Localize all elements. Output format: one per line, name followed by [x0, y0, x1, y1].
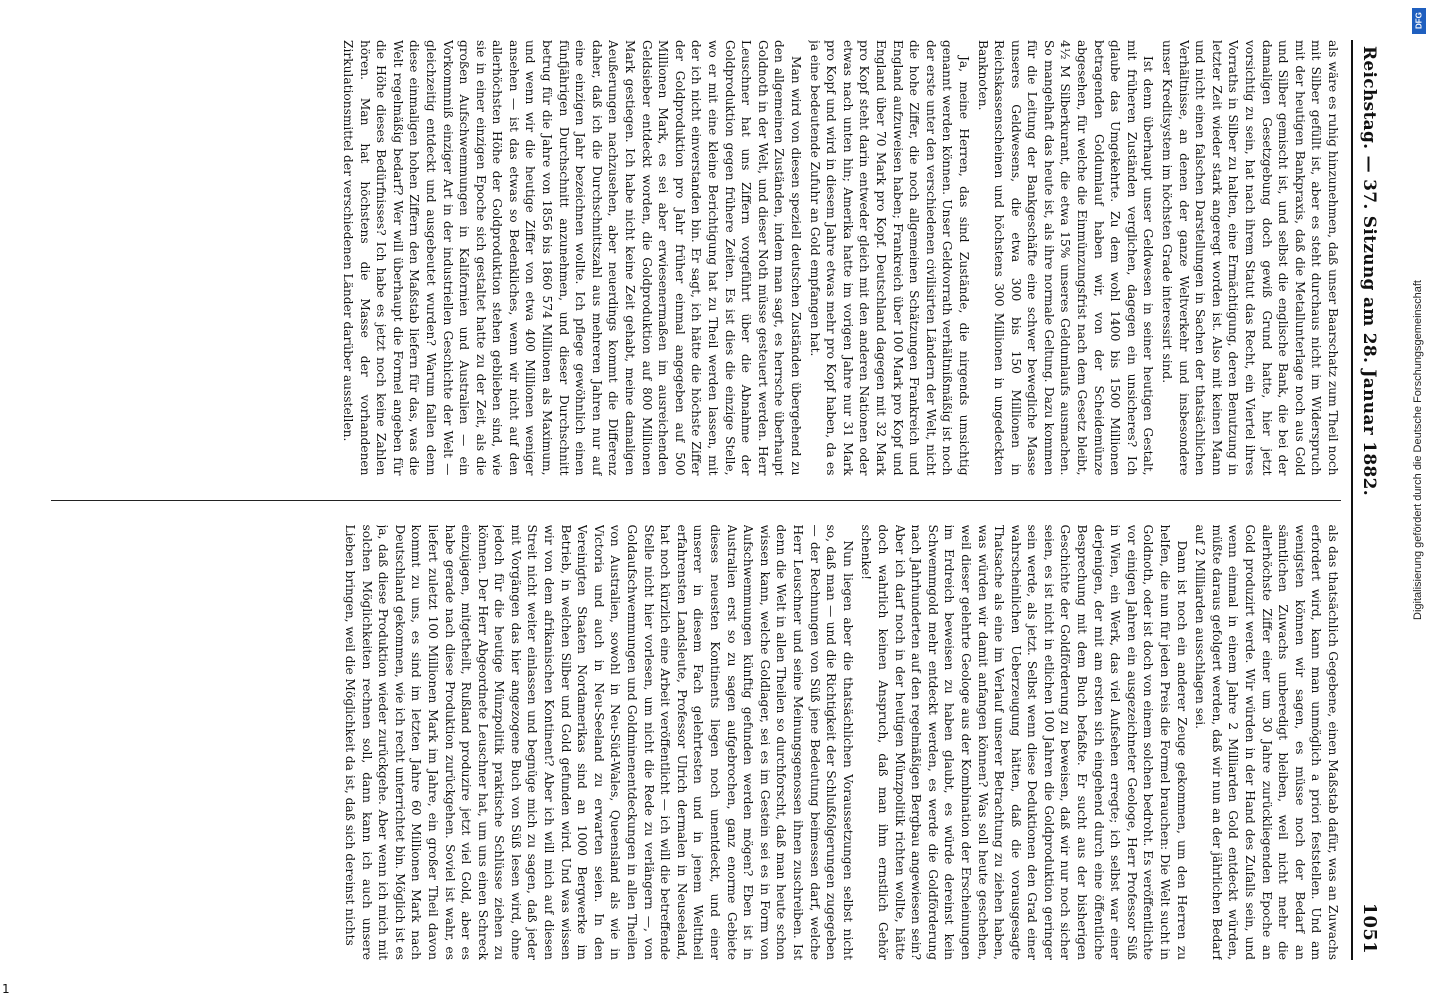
running-head — [1351, 40, 1384, 960]
digitization-notice-text: Digitalisierung gefördert durch die Deutsche Forschungsgemeinschaft — [1412, 280, 1424, 620]
paragraph: Man wird von diesen speziell deutschen Zuständen übergehend zu den allgemeinen Zuständen, indem man sagt, es herrsche überhaupt Goldnoth in der Welt, und dieser Noth müsse gesteuert werden. Herr Leuschner hat uns Ziffern vorgeführt über die Abnahme der Goldproduktion gegen frühere Zeiten. Es ist dies die einzige Stelle, wo er mit eine kleine Berichtigung hat zu Theil werden lassen, mit der ich nicht einverstanden bin. Er sagt, ich hätte die höchste Ziffer der Goldproduktion pro Jahr früher einmal angegeben auf 500 Millionen Mark, es sei aber erwiesenermaßen im ausreichenden Geldsieber entdeckt worden, die Goldproduktion auf 800 Millionen Mark gestiegen. Ich habe nicht keine Zeit gehabt, meine damaligen Aeußerungen nachzusehen, aber neuerdings kommt die Differenz daher, daß ich die Durchschnittszahl aus mehreren Jahren nur auf eine einzigen Jahr bezeichnen wollte. Ich pflege gewöhnlich einen fünfjährigen Durchschnitt anzunehmen, und dieser Durchschnitt betrug für die Jahre von 1856 bis 1860 574 Millionen als Maximum, und wenn wir die heutige Ziffer von etwa 400 Millionen weniger ansehen — ist das etwas so Bedenkliches, wenn wir nicht auf den allerhöchsten Höhe der Goldproduktion stehen geblieben sind, wie sie in einer einzigen Epoche sich gestaltet hatte zu der Zeit, als die großen Aufschwemmungen in Kalifornien und Australien — ein Vorkommniß einziger Art in der industriellen Geschichte der Welt — gleichzeitig entdeckt und ausgebeutet wurden? Warum fallen denn diese einmaligen hohen Ziffern den Maßstab liefern für das, was die Welt regelmäßig bedarf? Wer will überhaupt die Formel angeben für die Höhe dieses Bedürfnisses? Ich habe es jetzt noch keine Zahlen hören. Man hat höchstens die Masse der vorhandenen Zirkulationsmittel der verschiedenen Länder darüber ausstellen. — [340, 40, 803, 476]
paragraph: Ja, meine Herren, das sind Zustände, die nirgends umsichtig genannt werden können. Unser Geldvorrath verhältnißmäßig ist noch der erste unter den verschiedenen civilisirten Ländern der Welt, nicht die hohe Ziffer, die noch allgemeinen Schätzungen Frankreich und England aufzuweisen haben; Frankreich über 100 Mark pro Kopf und England über 70 Mark pro Kopf. Deutschland dagegen mit 32 Mark pro Kopf steht darin entweder gleich mit den anderen Nationen oder etwas nach unten hin; Amerika hatte im vorigen Jahre nur 31 Mark pro Kopf und wird in diesem Jahre etwas mehr pro Kopf haben, da es ja eine bedeutende Zufuhr an Gold empfangen hat. — [807, 40, 971, 476]
edge-mark: 1 — [2, 982, 10, 996]
column-left — [51, 40, 1341, 476]
column-right — [51, 525, 1341, 961]
dfg-logo-badge: DFG — [1412, 8, 1426, 34]
scanned-page — [26, 0, 1406, 1000]
paragraph: als das thatsächlich Gegebene, einen Maßstab dafür, was an Zuwachs erfordert wird, kann man unmöglich a priori feststellen. Und am wenigsten können wir sagen, es müsse noch der Bedarf an sämtlichen Zuwachs unberedigt bleiben, weil nicht mehr die allerhöchste Ziffer einer um 30 Jahre zurückliegenden Epoche an Gold produzirt werde. Wir würden in der Hand des Zufalls sein, und wenn einmal in einem Jahre 2 Milliarden Gold entdeckt würden, müßte daraus gefolgert werden, daß wir nun an der jährlichen Bedarf auf 2 Milliarden ausschlagen sei. — [1193, 524, 1340, 960]
page-number: 1051 — [1359, 902, 1380, 954]
digitization-notice — [1408, 10, 1428, 890]
paragraph: als wäre es ruhig hinzunehmen, daß unser Baarschatz zum Theil noch mit Silber gefüllt ist, aber es steht durchaus nicht im Widerspruch mit der heutigen Bankpraxis, daß die Metallunterlage noch aus Gold und Silber gemischt ist, und selbst die englische Bank, die bei der damaligen Gesetzgebung doch gewiß Grund hatte, hier jetzt vorsichtig zu sein, hat nach ihrem Statut das Recht, ein Viertel ihres Vorraths in Silber zu halten, eine Ermächtigung, deren Benutzung in letzter Zeit wieder stark angeregt worden ist. Also mit keinen Mann und nicht einen falschen Darstellungen in Sachen der thatsächlichen Verhältnisse, an denen der ganze Weltverkehr und insbesondere unser Kreditsystem im höchsten Grade interessirt sind. — [1160, 40, 1340, 476]
paragraph: Dann ist noch ein anderer Zeuge gekommen, um den Herren zu helfen, die nun für jeden Preis die Formel brauchen: Die Welt sucht in Goldnoth, oder ist doch von einem solchen bedroht. Es veröffentlichte vor einigen Jahren ein ausgezeichneter Geologe, Herr Professor Süß in Wien, ein Werk, das viel Aufsehen erregte; ich selbst war einer derjenigen, der mit am ersten sich eingehend durch eine öffentliche Besprechung mit dem Buch befaßte. Er sucht aus der bisherigen Geschichte der Goldförderung zu beweisen, daß wir nur noch sicher seien, es ist nicht in etlichen 100 Jahren die Goldproduktion geringer sein werde, als jetzt. Selbst wenn diese Deduktionen den Grad einer wahrscheinlichen Ueberzeugung hätten, daß die vorausgesagte Thatsache als eine im Verlauf unserer Betrachtung zu ziehen haben, was würden wir damit anfangen können? Was soll heute geschehen, weil dieser gelehrte Geologe aus der Kombination der Erscheinungen im Erdreich beweisen zu haben glaubt, es würde dereinst kein Schwemmgold mehr entdeckt werden, es werde die Goldförderung nach Jahrhunderten auf den regelmäßigen Bergbau angewiesen sein? Aber ich darf noch in der heutigen Münzpolitik richten wollte, hätte doch wahrlich keinen Anspruch, daß man ihm ernstlich Gehör schenke! — [859, 524, 1189, 960]
header-title: Reichstag. — 37. Sitzung am 28. Januar 1882. — [1359, 46, 1379, 496]
column-divider — [51, 500, 1341, 501]
paragraph: Ist denn überhaupt unser Geldwesen in seiner heutigen Gestalt, mit früheren Zuständen verglichen, dagegen ein unsicheres? Ich glaube das Umgekehrte. Zu dem wohl 1400 bis 1500 Millionen betragenden Goldumlauf haben wir, von der Scheidemünze abgesehen, für welche die Einmünzungsfrist nach dem Gesetz bleibt, 4½ M Silberkurant, die etwa 15% unseres Geldumlaufs ausmachen. So mangelhaft das heute ist, als ihre normale Geltung. Dazu kommen für die Leitung der Bankgeschäfte eine schwer bewegliche Masse unseres Geldwesens, die etwa 300 bis 150 Millionen in Reichskassenscheinen und höchstens 300 Millionen in ungedeckten Banknoten. — [975, 40, 1156, 476]
paragraph: Nun liegen aber die thatsächlichen Voraussetzungen selbst nicht so, daß man — und die Richtigkeit der Schlußfolgerungen zugegeben — der Rechnungen von Süß jene Bedeutung beimessen darf, welche Herr Leuschner und seine Meinungsgenossen ihnen zuschreiben. Ist denn die Welt in allen Theilen so durchforscht, daß man heute schon wissen kann, welche Goldlager, sei es im Gestein sei es in Form von Aufschwemmungen künftig gefunden werden mögen? Eben ist in Australien erst so zu sagen aufgebrochen, ganz enorme Gebiete dieses neuesten Kontinents liegen noch unentdeckt, und einer unserer in diesem Fach gelehrtesten und in jenem Welttheil erfahrensten Landsleute, Professor Ulrich dermalen in Neuseeland, hat noch kürzlich eine Arbeit veröffentlicht — ich will die betreffende Stelle nicht hier vorlesen, um nicht die Rede zu verlängern —, von Goldaufschwemmungen und Goldminenentdeckungen in allen Theilen von Australien, sowohl in Neu-Süd-Wales, Queensland als wie in Victoria und auch in Neu-Seeland zu erwarten seien. In den Vereinigten Staaten Nordamerikas sind an 1000 Bergwerke im Betrieb, in welchen Silber und Gold gefunden wird. Und was wissen wir von dem afrikanischen Kontinent? Aber ich will mich auf diesen Streit nicht weiter einlassen und begnüge mich zu sagen, daß jeder mit Vorgängen das hier angezogene Buch von Süß lesen wird, ohne jedoch für die heutige Münzpolitik praktische Schlüsse ziehen zu können. Der Herr Abgeordnete Leuschner hat, um uns einen Schreck einzujagen, mitgetheilt, Rußland produzire jetzt viel Gold, aber es habe gerade nach diese Produktion zurückgehen. Soviel ist wahr, es liefert zuletzt 100 Millionen Mark im Jahre, ein großer Theil davon kommt zu uns, es sind im letzten Jahre 60 Millionen Mark nach Deutschland gekommen, wie ich recht unterrichtet bin. Möglich ist es ja, daß diese Produktion wieder zurückgehe. Aber wenn ich mich mit solchen Möglichkeiten rechnen soll, dann kann ich auch unsere Lieben bringen, weil die Möglichkeit da ist, daß sich dereinst nichts — [342, 524, 855, 960]
text-columns — [51, 40, 1341, 960]
